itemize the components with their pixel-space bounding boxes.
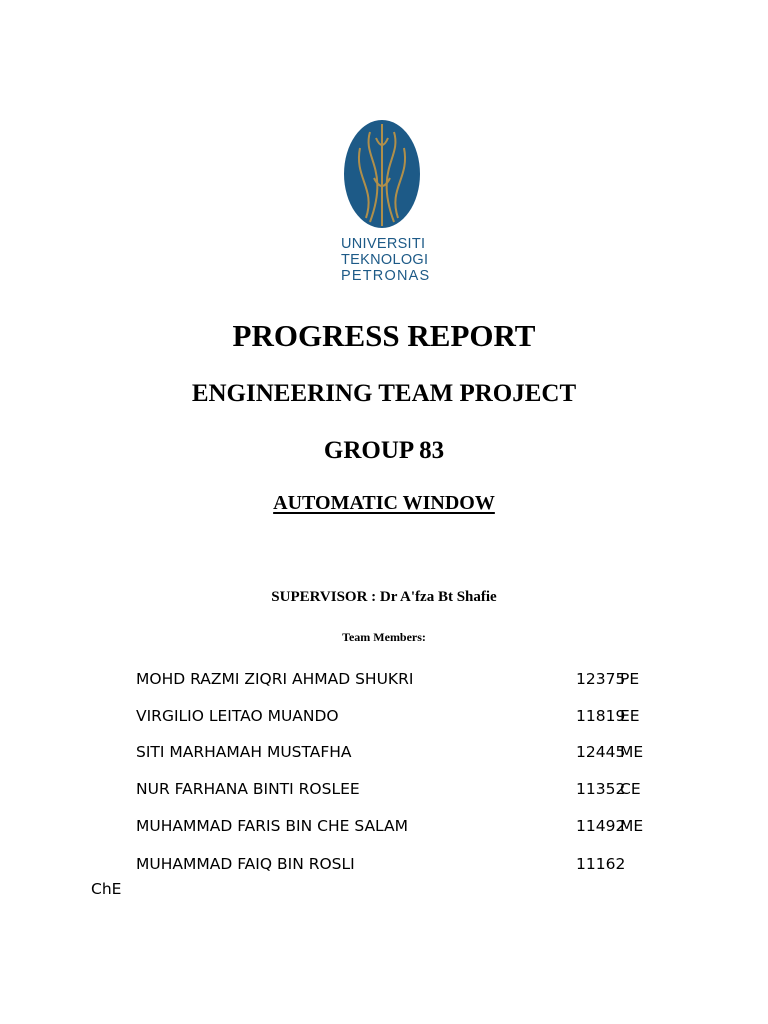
member-dept: EE — [620, 707, 640, 725]
supervisor-line: SUPERVISOR : Dr A'fza Bt Shafie — [271, 589, 497, 605]
report-title: PROGRESS REPORT — [232, 318, 536, 353]
report-subtitle: ENGINEERING TEAM PROJECT — [191, 380, 577, 407]
member-name: MOHD RAZMI ZIQRI AHMAD SHUKRI — [136, 670, 414, 688]
member-id: 11492 — [576, 817, 626, 835]
group-number: GROUP 83 — [323, 437, 445, 464]
member-dept-wrapped: ChE — [91, 880, 122, 898]
project-title: AUTOMATIC WINDOW — [273, 492, 495, 514]
member-id: 11819 — [576, 707, 626, 725]
member-id: 11162 — [576, 855, 626, 873]
member-id: 11352 — [576, 780, 626, 798]
member-name: VIRGILIO LEITAO MUANDO — [136, 707, 339, 725]
member-name: SITI MARHAMAH MUSTAFHA — [136, 743, 352, 761]
logo-text-line2: TEKNOLOGI — [341, 252, 429, 268]
team-members-label: Team Members: — [342, 630, 426, 644]
member-row — [0, 855, 768, 877]
member-row — [0, 743, 768, 765]
member-dept: ME — [620, 817, 644, 835]
member-dept: ME — [620, 743, 644, 761]
member-row — [0, 817, 768, 839]
member-name: NUR FARHANA BINTI ROSLEE — [136, 780, 360, 798]
member-dept: PE — [620, 670, 640, 688]
member-row — [0, 780, 768, 802]
member-name: MUHAMMAD FAIQ BIN ROSLI — [136, 855, 355, 873]
member-row — [0, 707, 768, 729]
member-id: 12375 — [576, 670, 626, 688]
member-name: MUHAMMAD FARIS BIN CHE SALAM — [136, 817, 409, 835]
member-id: 12445 — [576, 743, 626, 761]
member-row — [0, 670, 768, 692]
logo-text-line1: UNIVERSITI — [341, 236, 426, 252]
logo-text-line3: PETRONAS — [341, 268, 431, 284]
member-dept: CE — [620, 780, 641, 798]
